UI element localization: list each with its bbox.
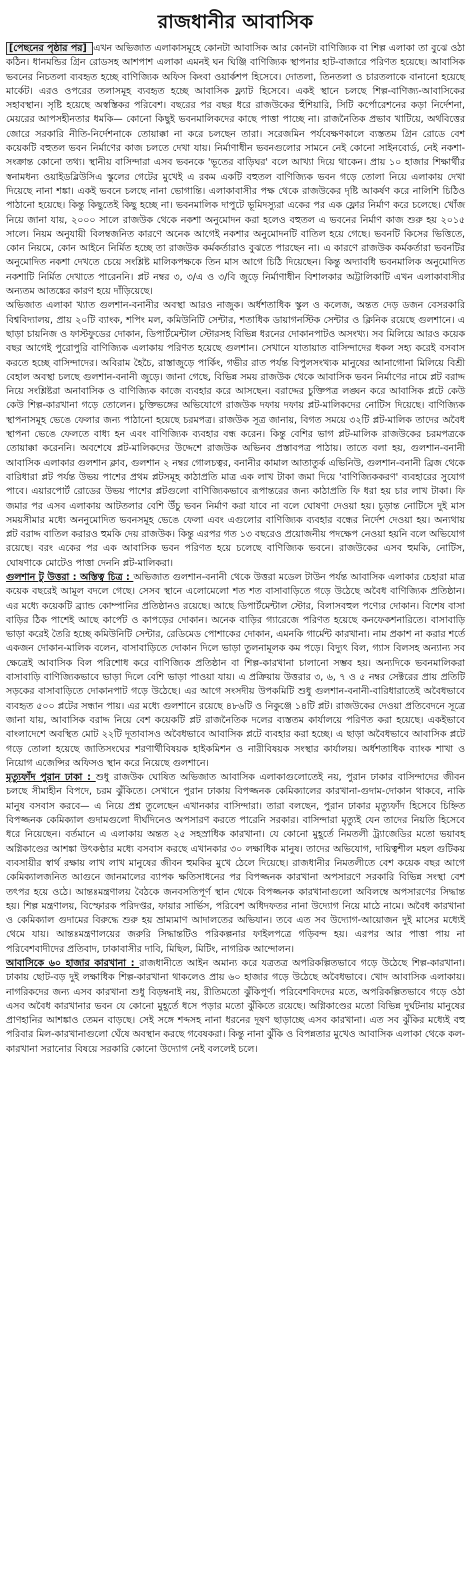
paragraph-text: শুধু রাজউক ঘোষিত অভিজাত আবাসিক এলাকাগুলোতেই নয়, পুরান ঢাকার বাসিন্দাদের জীবন চলছে সীমাহীন বিপদে, চরম ঝুঁকিতে। সেখানে পুরান ঢাকায় বিপজ্জনক কেমিক্যালের কারখানা-গুদাম-দোকান থাকবে, নাকি মানুষ বসবাস করবে— এ নিয়ে প্রশ্ন তুলেছেন এখানকার বাসিন্দারা। তারা বলছেন, পুরান ঢাকার মৃত্যুফাঁদ হিসেবে চিহ্নিত বিপজ্জনক কেমিক্যাল গুদামগুলো দীর্ঘদিনেও অপসারণ করতে পারেনি সরকার। বাসিন্দারা মৃত্যুই যেন তাদের নিয়তি হিসেবে ধরে নিয়েছেন। বর্তমানে এ এলাকায় অন্তত ২৫ সহস্রাধিক কারখানা। যে কোনো মুহূর্তে নিমতলী ট্র্যাজেডির মতো ভয়াবহ অগ্নিকাণ্ডের আশঙ্কা উৎকণ্ঠার মধ্যে বসবাস করছে এখানকার ৩০ লক্ষাধিক মানুষ। তাদের অভিযোগ, দায়িত্বশীল মহল গুটিকয় ব্যবসায়ীর স্বার্থ রক্ষায় লাখ লাখ মানুষের জীবন হুমকির মুখে ঠেলে দিয়েছে। রাজধানীর নিমতলীতে বেশ কয়েক বছর আগে কেমিক্যালজনিত আগুনে জানমালের ব্যাপক ক্ষতিসাধনের পর বিপজ্জনক কারখানা অপসারণে সরকারি বিভিন্ন সংস্থা বেশ তৎপর হয়ে ওঠে। আন্তঃমন্ত্রণালয় বৈঠকে জনবসতিপূর্ণ স্থান থেকে বিপজ্জনক কারখানাগুলো অবিলম্বে অপসারণের সিদ্ধান্ত হয়। শিল্প মন্ত্রণালয়, বিস্ফোরক পরিদপ্তর, ফায়ার সার্ভিস, পরিবেশ অধিদফতর নানা উদ্যোগ নিয়ে মাঠে নামে। অবৈধ কারখানা ও কেমিক্যাল গুদামের বিরুদ্ধে শুরু হয় ভ্রাম্যমাণ আদালতের অভিযান। তবে এত সব উদ্যোগ-আয়োজন দুই মাসের মধ্যেই থেমে যায়। আন্তঃমন্ত্রণালয়ের জরুরি সিদ্ধান্তটিও পরিকল্পনার ফাইলপত্রে গড়িবন্দ হয়। এরপর আর পাত্তা পায় না পরিবেশবাদীদের প্রতিবাদ, ঢাকাবাসীর দাবি, মিছিল, মিটিং, নাগরিক আন্দোলন। [6,772,465,955]
article-paragraph-5 [6,957,465,1057]
article-headline: রাজধানীর আবাসিক [157,11,314,33]
paragraph-text: অভিজাত এলাকা খ্যাত গুলশান-বনানীর অবস্থা আরও নাজুক। অর্ধশতাধিক স্কুল ও কলেজ, অন্তত দেড় ডজন বেসরকারি বিশ্ববিদ্যালয়, প্রায় ২০টি ব্যাংক, শপিং মল, কমিউনিটি সেন্টার, শতাধিক ডায়াগনস্টিক সেন্টার ও ক্লিনিক রয়েছে গুলশানে। এ ছাড়া চায়নিজ ও ফাস্টফুডের দোকান, ডিপার্টমেন্টাল স্টোরসহ বিভিন্ন ধরনের দোকানপাটও অসংখ্য। সব মিলিয়ে আরও কয়েক বছর আগেই পুরোপুরি বাণিজ্যিক এলাকায় পরিণত হয়েছে গুলশান। সেখানে যাতায়াত বাসিন্দাদের ধকল সহ্য করেই বসবাস করতে হচ্ছে বাসিন্দাদের। অবিরাম হৈচৈ, রাস্তাজুড়ে পার্কিং, গভীর রাত পর্যন্ত বিপুলসংখ্যক মানুষের আনাগোনা মিলিয়ে বিশ্রী বেহাল অবস্থা চলছে গুলশান-বনানী জুড়ে। জানা গেছে, বিভিন্ন সময় রাজউক থেকে আবাসিক ভবন নির্মাণের নামে প্লট বরাদ্দ নিয়ে সংশ্লিষ্টরা অনাবাসিক ও বাণিজ্যিক কাজে ব্যবহার করে আসছেন। বরাদ্দের চুক্তিপত্র লঙ্ঘন করে আবাসিক প্লটে কেউ কেউ শিল্প-কারখানা গড়ে তোলেন। চুক্তিভঙ্গের অভিযোগে রাজউক দফায় দফায় প্লট-মালিকদের নোটিস দিয়েছে। বাণিজ্যিক স্থাপনাসমূহ ভেঙে ফেলার জন্য পাঠানো হয়েছে চরমপত্র। রাজউক সূত্র জানায়, বিগত সময়ে ৩২টি প্লট-মালিক তাদের অবৈধ স্থাপনা ভেঙে ফেলতে বাধ্য হন এবং বাণিজ্যিক ব্যবহার বন্ধ করেন। কিন্তু বেশির ভাগ প্লট-মালিক রাজউকের চরমপত্রকে তোয়াক্কা করেননি। অবশেষে প্লট-মালিকদের উদ্দেশে রাজউক অভিনব প্রস্তাবপত্র পাঠায়। তাতে বলা হয়, গুলশান-বনানী আবাসিক এলাকার গুলশান ক্লাব, গুলশান ২ নম্বর গোলচত্বর, বনানীর কামাল আতাতুর্ক এভিনিউ, গুলশান-বনানী ব্রিজ থেকে বারিধারা প্লট পর্যন্ত উভয় পাশের প্রথম প্লটসমূহ কাঠাপ্রতি মাত্র এক লাখ টাকা জমা দিয়ে 'বাণিজ্যিককরণ' ব্যবহারের সুযোগ পাবে। এয়ারপোর্ট রোডের উভয় পাশের প্লটগুলো বাণিজ্যিকভাবে রূপান্তরের জন্য কাঠাপ্রতি ফি ধরা হয় চার লাখ টাকা। ফি জমার পর এসব এলাকায় আটতলার বেশি উঁচু ভবন নির্মাণ করা যাবে না বলে ঘোষণা দেওয়া হয়। চূড়ান্ত নোটিসে দুই মাস সময়সীমার মধ্যে অননুমোদিত ভবনসমূহ ভেঙে ফেলা এবং এগুলোর বাণিজ্যিক ব্যবহার বন্ধের নির্দেশ দেওয়া হয়। অন্যথায় প্লট বরাদ্দ বাতিল করারও হুমকি দেয় রাজউক। কিন্তু এরপর গত ১৩ বছরেও প্রয়োজনীয় পদক্ষেপ নেওয়া হয়নি বলে অভিযোগ রয়েছে। বরং একের পর এক আবাসিক ভবন পরিণত হয়ে চলেছে বাণিজ্যিক ভবনে। রাজউকের এসব হুমকি, নোটিস, ঘোষণাকে মোটেও পাত্তা দেননি প্লট-মালিকরা। [6,300,465,569]
section-subheading: গুলশান টু উত্তরা : অস্তিত্ব চিত্র : [6,571,134,583]
article-body [6,42,465,1057]
article-paragraph-1 [6,42,465,299]
paragraph-text: এখন অভিজাত এলাকাসমূহে কোনটা আবাসিক আর কোনটা বাণিজ্যিক বা শিল্প এলাকা তা বুঝে ওঠা কঠিন। ধানমন্ডির গ্রিন রোডসহ আশপাশ এলাকা এমনই ঘন ঘিঞ্জি বাণিজ্যিক স্থাপনার হাট-বাজারে পরিণত হয়েছে। আবাসিক ভবনের নিচতলা ব্যবহৃত হচ্ছে বাণিজ্যিক অফিস কিংবা ওয়ার্কশপ হিসেবে। দোতলা, তিনতলা ও চারতলাকে বানানো হয়েছে মার্কেট। এরও ওপরের তলাসমূহ ব্যবহৃত হচ্ছে আবাসিক ফ্ল্যাট হিসেবে। একই স্থানে চলছে শিল্প-বাণিজ্য-আবাসিকের সহাবস্থান। সৃষ্টি হয়েছে অস্বস্তিকর পরিবেশ। বছরের পর বছর ধরে রাজউকের হুঁশিয়ারি, সিটি কর্পোরেশনের কড়া নির্দেশনা, মেয়রের আপসহীনতার ধমকি— কোনো কিছুই ভবনমালিকদের কাছে পাত্তা পাচ্ছে না। রাজনৈতিক প্রভাব খাটিয়ে, অর্থবিত্তের জোরে সরকারি নীতি-নির্দেশনাকে তোয়াক্কা না করে চলছেন তারা। সরেজমিন পর্যবেক্ষণকালে ব্যস্ততম গ্রিন রোডে বেশ কয়েকটি বহুতল ভবন নির্মাণের কাজ চলতে দেখা যায়। নির্মাণাধীন ভবনগুলোর সামনে নেই কোনো সাইনবোর্ড, নেই নকশা-সংক্রান্ত কোনো তথ্য। স্থানীয় বাসিন্দারা এসব ভবনকে 'ভূতের বাড়িঘর' বলে আখ্যা দিয়ে থাকেন। প্রায় ১০ হাজার শিক্ষার্থীর স্বনামধন্য ওয়াইডব্লিউসিএ স্কুলের গেটের মুখেই এ রকম একটি বহুতল বাণিজ্যিক ভবন গড়ে তোলা নিয়ে এলাকায় দেখা দিয়েছে নানা শঙ্কা। একই ভবনে চলছে নানা ভোগান্তি। এলাকাবাসীর পক্ষ থেকে রাজউকের দৃষ্টি আকর্ষণ করে নালিশি চিঠিও পাঠানো হয়েছে। কিন্তু কিছুতেই কিছু হচ্ছে না। ভবনমালিক দাপুটে ভূমিদস্যুরা একের পর এক ফ্লোর নির্মাণ করে চলেছে। খোঁজ নিয়ে জানা যায়, ২০০০ সালে রাজউক থেকে নকশা অনুমোদন করা হলেও বহুতল এ ভবনের নির্মাণ কাজ শুরু হয় ২০১৫ সালে। নিয়ম অনুযায়ী বিলম্বজনিত কারণে অনেক আগেই নকশার অনুমোদনটি বাতিল হয়ে গেছে। ভবনটি কিসের ভিত্তিতে, কোন নিয়মে, কোন আইনে নির্মিত হচ্ছে তা রাজউক কর্মকর্তারাও বুঝতে পারছেন না। এ কারণে রাজউক কর্মকর্তারা ভবনটির অনুমোদিত নকশা দেখতে চেয়ে সংশ্লিষ্ট মালিকপক্ষকে তিন মাস আগে চিঠি দিয়েছেন। কিন্তু অদ্যাবধি ভবনমালিক অনুমোদিত নকশাটি নির্মিত দেখাতে পারেননি। প্লট নম্বর ৩, ৩/এ ও ৩/বি জুড়ে নির্মাণাধীন বিশালকার অট্টালিকাটি এখন এলাকাবাসীর অন্যতম আতঙ্কের কারণ হয়ে দাঁড়িয়েছে। [6,43,465,298]
article-paragraph-2 [6,299,465,571]
article-paragraph-4 [6,771,465,957]
article-paragraph-3 [6,571,465,771]
section-subheading: মৃত্যুফাঁদ পুরান ঢাকা : [6,772,96,784]
paragraph-text: অভিজাত গুলশান-বনানী থেকে উত্তরা মডেল টাউন পর্যন্ত আবাসিক এলাকার চেহারা মাত্র কয়েক বছরেই আমূল বদলে গেছে। সেসব স্থানে এলোমেলো শত শত বাসাবাড়িতে গড়ে উঠেছে অবৈধ বাণিজ্যিক প্রতিষ্ঠান। এর মধ্যে কয়েকটি ব্র্যান্ড কোম্পানির প্রতিষ্ঠানও রয়েছে। আছে ডিপার্টমেন্টাল স্টোর, বিলাসবহুল পণ্যের দোকান। বিশেষ বাসা বাড়ির ঠিক পাশেই আছে কার্পেট ও কাপড়ের দোকান। অনেক বাড়ির গ্যারেজে পরিণত হয়েছে কনফেকশনারিতে। বাসাবাড়ি ভাড়া করেই তৈরি হচ্ছে কমিউনিটি সেন্টার, রেডিমেড পোশাকের দোকান, এমনকি গার্মেন্ট কারখানা। নাম প্রকাশ না করার শর্তে একজন দোকান-মালিক বলেন, বাসাবাড়িতে দোকান দিলে ভাড়া তুলনামূলক কম পড়ে। বিদ্যুৎ বিল, গ্যাস বিলসহ অন্যান্য সব ক্ষেত্রেই আবাসিক বিল পরিশোধ করে বাণিজ্যিক প্রতিষ্ঠান বা শিল্প-কারখানা চালানো সম্ভব হয়। অন্যদিকে ভবনমালিকরা বাসাবাড়ি বাণিজ্যিকভাবে ভাড়া দিলে বেশি ভাড়া পাওয়া যায়। এ প্রক্রিয়ায় উত্তরার ৩, ৬, ৭ ও ৫ নম্বর সেক্টরের প্রায় প্রতিটি সড়কের বাসাবাড়িতে দোকানপাট গড়ে উঠেছে। এর আগে সংসদীয় উপকমিটি শুধু গুলশান-বনানী-বারিধারাতেই অবৈধভাবে ব্যবহৃত ৫০০ প্লটের সন্ধান পায়। এর মধ্যে গুলশানে রয়েছে ৪৮৬টি ও নিকুঞ্জে ১৪টি প্লট। রাজউকের দেওয়া প্রতিবেদনে সূত্রে জানা যায়, আবাসিক বরাদ্দ নিয়ে বেশ কয়েকটি প্লট রাজনৈতিক দলের ব্যস্ততম কার্যালয়ে পরিণত করা হয়েছে। একইভাবে বাংলাদেশে অবস্থিত মোট ২২টি দূতাবাসও অবৈধভাবে আবাসিক প্লটে ব্যবহার করা হচ্ছে। এ ছাড়া অবৈধভাবে আবাসিক প্লটে গড়ে তোলা হয়েছে জাতিসংঘের শরণার্থীবিষয়ক হাইকমিশন ও নারীবিষয়ক সংস্থার কার্যালয়। অর্ধশতাধিক ব্যাংক শাখা ও নিয়োগ এজেন্সির অফিসও স্থান করে নিয়েছে গুলশানে। [6,571,465,769]
paragraph-text: রাজধানীতে আইন অমান্য করে যত্রতত্র অপরিকল্পিতভাবে গড়ে উঠেছে শিল্প-কারখানা। ঢাকায় ছোট-বড় দুই লক্ষাধিক শিল্প-কারখানা থাকলেও প্রায় ৬০ হাজার গড়ে উঠেছে অবৈধভাবে। খোদ আবাসিক এলাকায়। নাগরিকদের জন্য এসব কারখানা শুধু বিড়ম্বনাই নয়, রীতিমতো ঝুঁকিপূর্ণ। পরিবেশবিদদের মতে, অপরিকল্পিতভাবে গড়ে ওঠা এসব অবৈধ কারখানার ভবন যে কোনো মুহূর্তে ধসে পড়ার মতো ঝুঁকিতে রয়েছে। অগ্নিকাণ্ডের মতো বিভিন্ন দুর্ঘটনায় মানুষের প্রাণহানির আশঙ্কাও তেমন বাড়ছে। সেই সঙ্গে শব্দসহ নানা ধরনের দূষণ ছাড়াচ্ছে এসব কারখানা। এত সব ঝুঁকির মধ্যেই বহু পরিবার মিল-কারখানাগুলো ঘেঁষে অবস্থান করছে গবেষকরা। কিন্তু নানা ঝুঁকি ও বিপন্নতার মুখেও আবাসিক এলাকা থেকে কল-কারখানা সরানোর বিষয়ে সরকারি কোনো উদ্যোগ নেই বললেই চলে। [6,958,465,1055]
section-subheading: আবাসিকে ৬০ হাজার কারখানা : [6,958,140,969]
continuation-tag: [পেছনের পৃষ্ঠার পর] [6,42,93,55]
